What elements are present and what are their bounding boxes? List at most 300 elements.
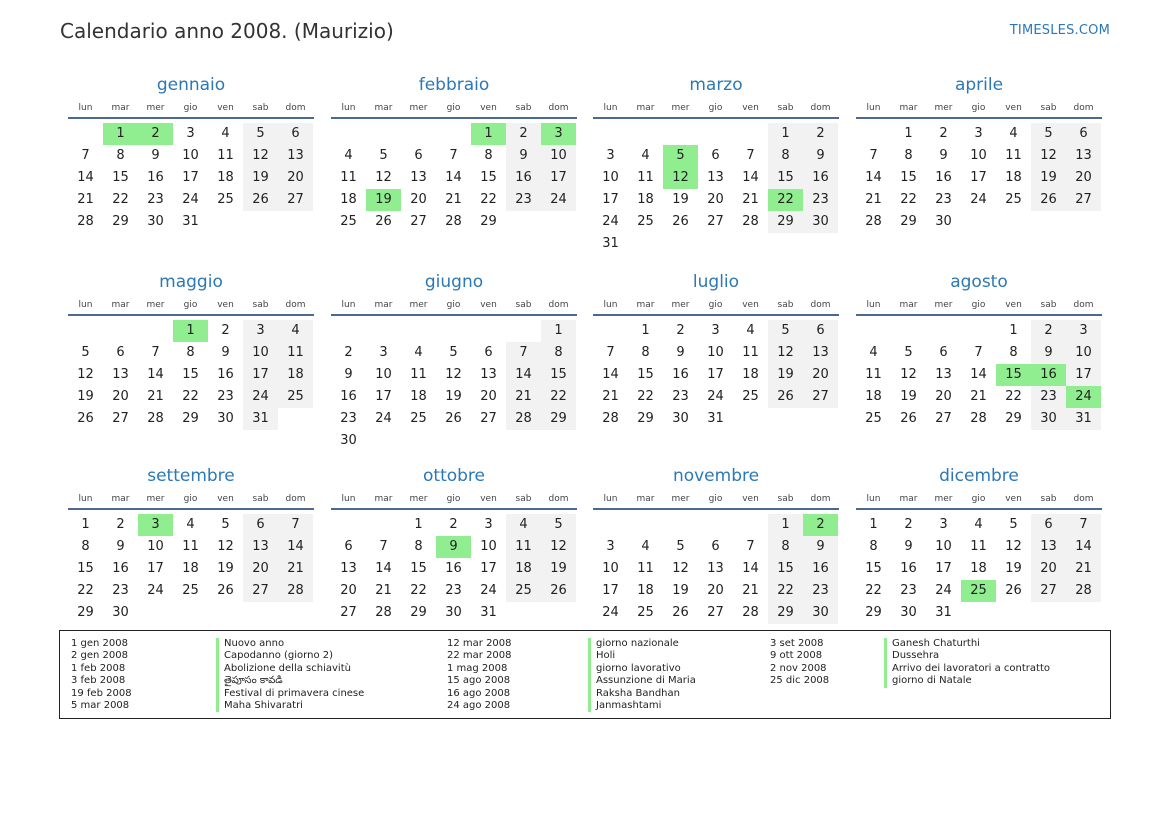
day-cell: 20 xyxy=(1066,167,1101,189)
day-cell: 14 xyxy=(742,170,759,185)
day-cell: 6 xyxy=(278,123,313,145)
day-cell: 16 xyxy=(340,389,357,404)
holiday-day-cell: 24 xyxy=(1066,386,1101,408)
empty-cell xyxy=(698,514,733,536)
day-cell: 4 xyxy=(641,539,650,554)
weekday-header xyxy=(593,298,839,316)
day-grid xyxy=(856,514,1102,624)
day-cell: 15 xyxy=(900,170,917,185)
weekday-label: mar xyxy=(111,300,130,310)
day-cell: 25 xyxy=(637,214,654,229)
day-cell: 18 xyxy=(217,170,234,185)
day-cell: 31 xyxy=(1066,408,1101,430)
day-cell: 29 xyxy=(480,214,497,229)
day-cell: 16 xyxy=(803,167,838,189)
day-cell: 19 xyxy=(217,561,234,576)
day-cell: 22 xyxy=(1005,389,1022,404)
empty-cell xyxy=(366,123,401,145)
day-cell: 12 xyxy=(541,536,576,558)
legend-holiday-name: Dussehra xyxy=(884,650,1050,662)
day-cell: 7 xyxy=(151,345,160,360)
legend-names-col-3 xyxy=(884,638,1050,688)
empty-cell xyxy=(103,320,138,342)
day-cell: 21 xyxy=(375,583,392,598)
day-grid xyxy=(68,320,314,430)
weekday-label: mer xyxy=(409,300,428,310)
day-cell: 14 xyxy=(1066,536,1101,558)
legend-holiday-name: Janmashtami xyxy=(588,700,696,712)
day-cell: 21 xyxy=(1066,558,1101,580)
day-cell: 21 xyxy=(742,192,759,207)
holiday-day-cell: 3 xyxy=(138,514,173,536)
day-cell: 15 xyxy=(182,367,199,382)
day-cell: 25 xyxy=(410,411,427,426)
day-cell: 19 xyxy=(1005,561,1022,576)
day-cell: 28 xyxy=(865,214,882,229)
day-cell: 26 xyxy=(541,580,576,602)
day-cell: 5 xyxy=(541,514,576,536)
day-grid xyxy=(331,320,577,452)
weekday-header xyxy=(856,101,1102,119)
month-title: agosto xyxy=(950,272,1008,292)
day-cell: 17 xyxy=(375,389,392,404)
day-cell: 1 xyxy=(904,126,913,141)
holiday-day-cell: 9 xyxy=(436,536,471,558)
day-cell: 11 xyxy=(637,170,654,185)
day-cell: 27 xyxy=(243,580,278,602)
day-cell: 13 xyxy=(935,367,952,382)
empty-cell xyxy=(891,320,926,342)
empty-cell xyxy=(506,320,541,342)
day-cell: 26 xyxy=(1005,583,1022,598)
day-cell: 25 xyxy=(182,583,199,598)
legend-date: 22 mar 2008 xyxy=(447,650,512,662)
weekday-label: lun xyxy=(78,494,93,504)
day-cell: 5 xyxy=(221,517,230,532)
weekday-label: mar xyxy=(374,103,393,113)
day-cell: 19 xyxy=(672,583,689,598)
day-cell: 29 xyxy=(768,602,803,624)
month-dicembre xyxy=(856,464,1102,624)
weekday-label: sab xyxy=(252,494,269,504)
day-cell: 17 xyxy=(480,561,497,576)
day-cell: 13 xyxy=(707,561,724,576)
day-cell: 23 xyxy=(803,580,838,602)
day-cell: 16 xyxy=(445,561,462,576)
weekday-label: mar xyxy=(899,300,918,310)
day-cell: 6 xyxy=(803,320,838,342)
day-cell: 7 xyxy=(278,514,313,536)
day-grid xyxy=(593,123,839,255)
weekday-label: mer xyxy=(934,300,953,310)
day-cell: 4 xyxy=(506,514,541,536)
empty-cell xyxy=(628,514,663,536)
weekday-label: gio xyxy=(708,494,723,504)
legend-date: 3 set 2008 xyxy=(770,638,824,649)
weekday-header xyxy=(856,492,1102,510)
day-cell: 19 xyxy=(672,192,689,207)
empty-cell xyxy=(436,320,471,342)
weekday-label: lun xyxy=(866,300,881,310)
empty-cell xyxy=(401,320,436,342)
day-cell: 10 xyxy=(1066,342,1101,364)
day-cell: 4 xyxy=(1009,126,1018,141)
empty-cell xyxy=(471,320,506,342)
day-cell: 6 xyxy=(939,345,948,360)
day-cell: 16 xyxy=(217,367,234,382)
empty-cell xyxy=(68,123,103,145)
month-title: novembre xyxy=(672,466,760,486)
day-cell: 25 xyxy=(865,411,882,426)
weekday-label: gio xyxy=(183,103,198,113)
day-cell: 3 xyxy=(974,126,983,141)
weekday-label: gio xyxy=(971,103,986,113)
day-cell: 2 xyxy=(939,126,948,141)
day-cell: 10 xyxy=(375,367,392,382)
day-cell: 31 xyxy=(480,605,497,620)
day-cell: 19 xyxy=(77,389,94,404)
day-grid xyxy=(856,320,1102,430)
day-cell: 24 xyxy=(375,411,392,426)
day-cell: 26 xyxy=(375,214,392,229)
day-cell: 2 xyxy=(676,323,685,338)
weekday-label: ven xyxy=(480,300,497,310)
empty-cell xyxy=(733,514,768,536)
day-cell: 12 xyxy=(217,539,234,554)
day-cell: 13 xyxy=(278,145,313,167)
day-cell: 12 xyxy=(77,367,94,382)
empty-cell xyxy=(593,123,628,145)
day-cell: 31 xyxy=(935,605,952,620)
weekday-label: gio xyxy=(971,300,986,310)
weekday-label: mar xyxy=(899,103,918,113)
day-cell: 11 xyxy=(340,170,357,185)
empty-cell xyxy=(926,320,961,342)
empty-cell xyxy=(331,320,366,342)
holiday-day-cell: 22 xyxy=(768,189,803,211)
legend-date: 15 ago 2008 xyxy=(447,675,511,687)
day-cell: 8 xyxy=(768,536,803,558)
day-cell: 26 xyxy=(672,605,689,620)
weekday-label: sab xyxy=(252,300,269,310)
weekday-label: sab xyxy=(1040,300,1057,310)
empty-cell xyxy=(366,320,401,342)
day-cell: 6 xyxy=(1031,514,1066,536)
month-marzo xyxy=(593,73,839,255)
day-cell: 3 xyxy=(939,517,948,532)
day-cell: 15 xyxy=(865,561,882,576)
day-cell: 27 xyxy=(112,411,129,426)
day-cell: 3 xyxy=(379,345,388,360)
day-cell: 30 xyxy=(217,411,234,426)
day-cell: 28 xyxy=(445,214,462,229)
day-cell: 7 xyxy=(1066,514,1101,536)
day-cell: 6 xyxy=(711,148,720,163)
month-luglio xyxy=(593,270,839,430)
day-cell: 20 xyxy=(410,192,427,207)
day-cell: 24 xyxy=(970,192,987,207)
day-cell: 3 xyxy=(186,126,195,141)
day-cell: 5 xyxy=(81,345,90,360)
empty-cell xyxy=(856,320,891,342)
empty-cell xyxy=(663,123,698,145)
day-cell: 13 xyxy=(410,170,427,185)
weekday-label: ven xyxy=(217,103,234,113)
weekday-label: gio xyxy=(183,494,198,504)
day-cell: 22 xyxy=(480,192,497,207)
day-cell: 21 xyxy=(77,192,94,207)
legend-dates-col-3 xyxy=(770,638,829,688)
day-cell: 30 xyxy=(340,433,357,448)
day-cell: 19 xyxy=(1031,167,1066,189)
empty-cell xyxy=(593,320,628,342)
weekday-label: mer xyxy=(146,103,165,113)
day-cell: 10 xyxy=(602,170,619,185)
day-cell: 21 xyxy=(445,192,462,207)
day-cell: 23 xyxy=(506,189,541,211)
weekday-label: ven xyxy=(1005,103,1022,113)
day-cell: 26 xyxy=(672,214,689,229)
weekday-header xyxy=(331,492,577,510)
day-cell: 23 xyxy=(672,389,689,404)
day-cell: 25 xyxy=(637,605,654,620)
day-cell: 27 xyxy=(707,605,724,620)
weekday-label: mar xyxy=(374,494,393,504)
day-cell: 28 xyxy=(970,411,987,426)
day-cell: 10 xyxy=(147,539,164,554)
day-cell: 29 xyxy=(637,411,654,426)
holiday-day-cell: 16 xyxy=(1031,364,1066,386)
day-cell: 20 xyxy=(278,167,313,189)
day-cell: 21 xyxy=(506,386,541,408)
day-cell: 16 xyxy=(900,561,917,576)
empty-cell xyxy=(68,320,103,342)
day-cell: 18 xyxy=(182,561,199,576)
legend-holiday-name: Holi xyxy=(588,650,696,662)
day-grid xyxy=(331,123,577,233)
weekday-label: dom xyxy=(1073,300,1094,310)
day-cell: 18 xyxy=(506,558,541,580)
day-cell: 7 xyxy=(746,148,755,163)
day-cell: 2 xyxy=(221,323,230,338)
day-cell: 6 xyxy=(484,345,493,360)
empty-cell xyxy=(663,514,698,536)
weekday-label: sab xyxy=(777,300,794,310)
weekday-label: mer xyxy=(409,103,428,113)
weekday-label: mer xyxy=(146,494,165,504)
weekday-label: sab xyxy=(777,494,794,504)
day-cell: 22 xyxy=(541,386,576,408)
legend-dates-col-1 xyxy=(71,638,132,712)
legend-date: 1 feb 2008 xyxy=(71,662,126,674)
weekday-label: lun xyxy=(341,300,356,310)
weekday-label: gio xyxy=(708,300,723,310)
legend-holiday-name: Raksha Bandhan xyxy=(588,688,696,700)
day-cell: 7 xyxy=(746,539,755,554)
weekday-label: dom xyxy=(285,494,306,504)
day-cell: 15 xyxy=(541,364,576,386)
day-cell: 21 xyxy=(742,583,759,598)
weekday-label: dom xyxy=(810,494,831,504)
day-cell: 9 xyxy=(676,345,685,360)
day-cell: 14 xyxy=(602,367,619,382)
empty-cell xyxy=(856,123,891,145)
day-cell: 26 xyxy=(445,411,462,426)
legend-holiday-name: తైపూసం కావడి xyxy=(216,675,364,687)
day-cell: 8 xyxy=(81,539,90,554)
day-cell: 4 xyxy=(278,320,313,342)
day-cell: 28 xyxy=(602,411,619,426)
day-grid xyxy=(856,123,1102,233)
day-cell: 9 xyxy=(151,148,160,163)
day-cell: 3 xyxy=(243,320,278,342)
empty-cell xyxy=(961,320,996,342)
day-cell: 29 xyxy=(541,408,576,430)
weekday-label: ven xyxy=(1005,300,1022,310)
day-cell: 20 xyxy=(1031,558,1066,580)
day-cell: 7 xyxy=(869,148,878,163)
day-cell: 17 xyxy=(541,167,576,189)
legend-date: 3 feb 2008 xyxy=(71,675,126,687)
day-cell: 27 xyxy=(707,214,724,229)
day-cell: 3 xyxy=(484,517,493,532)
month-title: luglio xyxy=(692,272,740,292)
day-cell: 27 xyxy=(278,189,313,211)
day-cell: 30 xyxy=(900,605,917,620)
month-title: settembre xyxy=(147,466,235,486)
day-cell: 26 xyxy=(1031,189,1066,211)
day-cell: 17 xyxy=(935,561,952,576)
day-cell: 8 xyxy=(768,145,803,167)
day-cell: 1 xyxy=(641,323,650,338)
day-cell: 16 xyxy=(112,561,129,576)
day-cell: 30 xyxy=(935,214,952,229)
day-cell: 22 xyxy=(768,580,803,602)
day-grid xyxy=(593,320,839,430)
day-cell: 29 xyxy=(1005,411,1022,426)
day-grid xyxy=(68,123,314,233)
day-cell: 20 xyxy=(803,364,838,386)
day-cell: 23 xyxy=(935,192,952,207)
day-cell: 17 xyxy=(602,583,619,598)
weekday-label: mer xyxy=(934,494,953,504)
day-cell: 24 xyxy=(541,189,576,211)
day-cell: 20 xyxy=(340,583,357,598)
day-cell: 25 xyxy=(742,389,759,404)
legend-date: 9 ott 2008 xyxy=(770,650,823,662)
weekday-label: mar xyxy=(636,103,655,113)
weekday-label: dom xyxy=(1073,103,1094,113)
weekday-label: mer xyxy=(671,300,690,310)
day-cell: 11 xyxy=(182,539,199,554)
day-cell: 11 xyxy=(742,345,759,360)
weekday-label: sab xyxy=(1040,494,1057,504)
weekday-label: dom xyxy=(285,103,306,113)
day-cell: 23 xyxy=(900,583,917,598)
weekday-label: dom xyxy=(548,300,569,310)
day-cell: 16 xyxy=(147,170,164,185)
day-cell: 11 xyxy=(1005,148,1022,163)
site-link[interactable]: TIMESLES.COM xyxy=(1009,23,1110,38)
day-cell: 9 xyxy=(344,367,353,382)
day-cell: 23 xyxy=(340,411,357,426)
day-cell: 28 xyxy=(77,214,94,229)
legend-names-col-2 xyxy=(588,638,696,712)
day-cell: 4 xyxy=(974,517,983,532)
holiday-day-cell: 19 xyxy=(366,189,401,211)
day-cell: 22 xyxy=(112,192,129,207)
day-cell: 22 xyxy=(900,192,917,207)
day-cell: 23 xyxy=(445,583,462,598)
day-cell: 27 xyxy=(1031,580,1066,602)
day-cell: 21 xyxy=(147,389,164,404)
month-settembre xyxy=(68,464,314,624)
month-agosto xyxy=(856,270,1102,430)
day-cell: 9 xyxy=(904,539,913,554)
day-cell: 13 xyxy=(340,561,357,576)
weekday-label: sab xyxy=(515,494,532,504)
day-cell: 13 xyxy=(243,536,278,558)
day-grid xyxy=(68,514,314,624)
month-febbraio xyxy=(331,73,577,233)
day-cell: 27 xyxy=(410,214,427,229)
day-cell: 27 xyxy=(803,386,838,408)
weekday-label: lun xyxy=(866,494,881,504)
day-cell: 29 xyxy=(865,605,882,620)
day-cell: 4 xyxy=(344,148,353,163)
legend-date: 25 dic 2008 xyxy=(770,675,830,687)
day-cell: 22 xyxy=(410,583,427,598)
day-cell: 3 xyxy=(1066,320,1101,342)
day-cell: 11 xyxy=(278,342,313,364)
day-cell: 11 xyxy=(506,536,541,558)
day-cell: 23 xyxy=(112,583,129,598)
day-cell: 15 xyxy=(112,170,129,185)
day-cell: 12 xyxy=(445,367,462,382)
legend-holiday-name: giorno nazionale xyxy=(588,638,696,650)
day-cell: 14 xyxy=(742,561,759,576)
weekday-label: dom xyxy=(810,300,831,310)
day-cell: 31 xyxy=(602,236,619,251)
day-cell: 20 xyxy=(707,192,724,207)
day-cell: 1 xyxy=(1009,323,1018,338)
empty-cell xyxy=(138,320,173,342)
holiday-day-cell: 25 xyxy=(961,580,996,602)
empty-cell xyxy=(331,123,366,145)
day-cell: 18 xyxy=(278,364,313,386)
day-cell: 14 xyxy=(506,364,541,386)
day-cell: 25 xyxy=(1005,192,1022,207)
day-cell: 13 xyxy=(1031,536,1066,558)
weekday-label: lun xyxy=(78,300,93,310)
month-title: dicembre xyxy=(939,466,1019,486)
day-cell: 1 xyxy=(869,517,878,532)
day-cell: 2 xyxy=(344,345,353,360)
weekday-label: lun xyxy=(603,300,618,310)
day-cell: 27 xyxy=(1066,189,1101,211)
weekday-label: gio xyxy=(446,300,461,310)
weekday-header xyxy=(68,101,314,119)
day-cell: 6 xyxy=(711,539,720,554)
day-cell: 18 xyxy=(970,561,987,576)
day-cell: 15 xyxy=(637,367,654,382)
day-cell: 10 xyxy=(541,145,576,167)
day-cell: 25 xyxy=(340,214,357,229)
day-cell: 20 xyxy=(112,389,129,404)
day-cell: 28 xyxy=(147,411,164,426)
day-cell: 30 xyxy=(1031,408,1066,430)
day-cell: 12 xyxy=(768,342,803,364)
